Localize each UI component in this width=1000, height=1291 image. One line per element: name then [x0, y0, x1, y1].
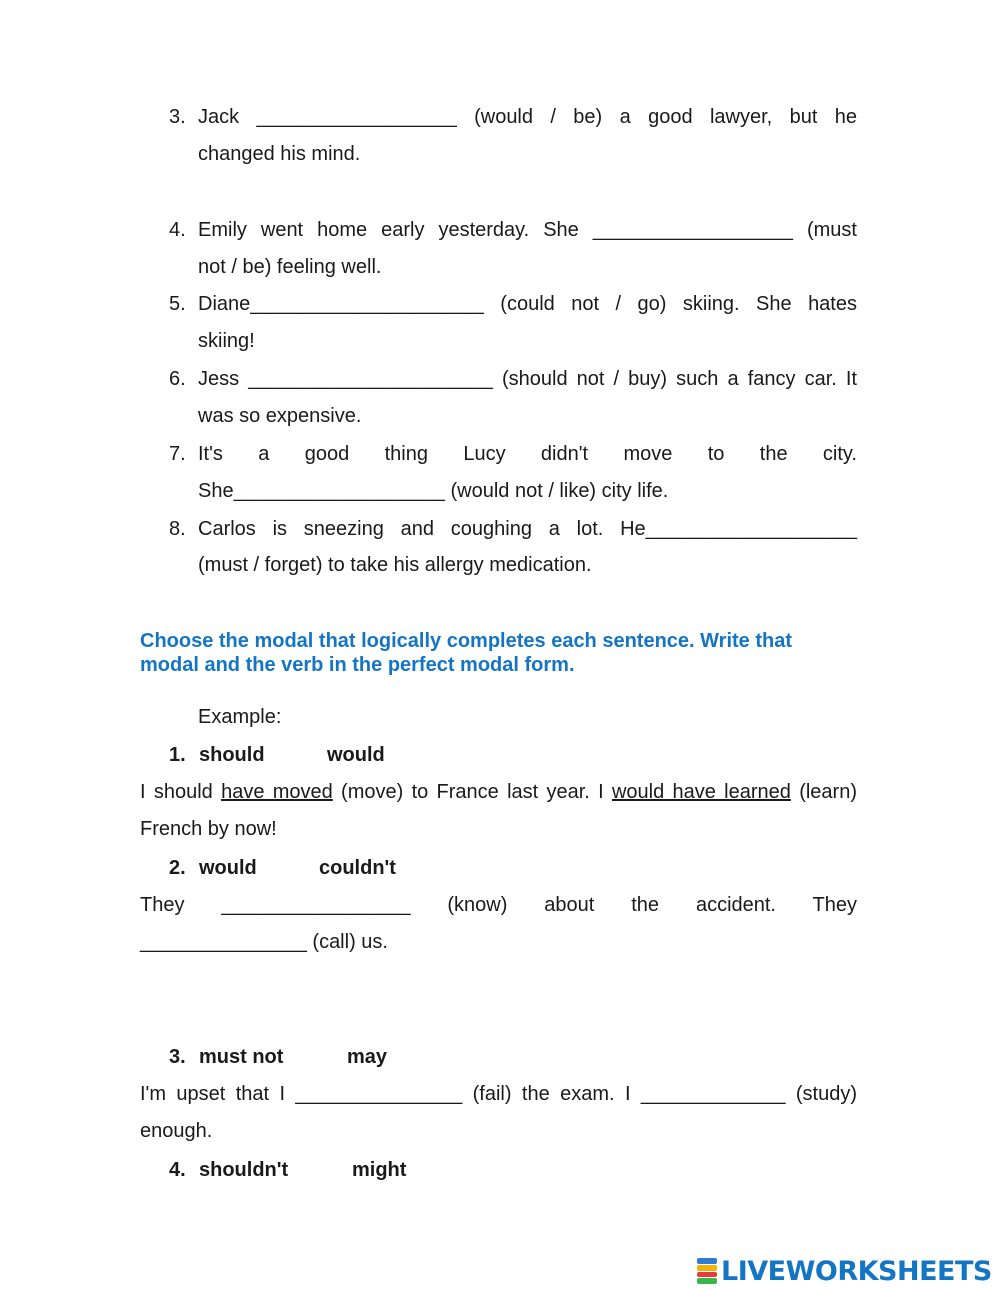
instruction-heading: modal and the verb in the perfect modal form.: [140, 654, 575, 676]
question-number: 4.: [169, 1159, 186, 1181]
question-number: 3.: [169, 1046, 186, 1068]
sentence-line: Emily went home early yesterday. She __________________ (must: [198, 219, 857, 241]
item-number: 8.: [169, 518, 186, 540]
sentence-line: Carlos is sneezing and coughing a lot. He___________________: [198, 518, 857, 540]
item-number: 4.: [169, 219, 186, 241]
sentence-text: (learn): [790, 781, 857, 803]
item-number: 3.: [169, 106, 186, 128]
question-number: 2.: [169, 857, 186, 879]
example-answer: have moved: [221, 781, 333, 803]
sentence-line: enough.: [140, 1120, 213, 1142]
liveworksheets-logo: [697, 1255, 992, 1287]
item-number: 5.: [169, 293, 186, 315]
sentence-line: She___________________ (would not / like) city life.: [198, 480, 669, 502]
sentence-line: Jack __________________ (would / be) a good lawyer, but he: [198, 106, 857, 128]
sentence-line: skiing!: [198, 330, 255, 352]
sentence-line: I'm upset that I _______________ (fail) the exam. I _____________ (study): [140, 1083, 857, 1105]
sentence-text: (move) to France last year. I: [332, 781, 612, 803]
modal-option: may: [347, 1046, 388, 1068]
instruction-heading: Choose the modal that logically completes each sentence. Write that: [140, 630, 793, 652]
example-label: Example:: [198, 706, 282, 728]
modal-option: would: [199, 857, 257, 879]
logo-text: LIVEWORKSHEETS: [721, 1255, 992, 1287]
modal-option: must not: [199, 1046, 284, 1068]
example-answer: would have learned: [611, 781, 791, 803]
sentence-line: Jess ______________________ (should not / buy) such a fancy car. It: [198, 368, 857, 390]
sentence-line: They _________________ (know) about the accident. They: [140, 894, 857, 916]
sentence-line: changed his mind.: [198, 143, 361, 165]
modal-option: might: [352, 1159, 407, 1181]
question-number: 1.: [169, 744, 186, 766]
sentence-line: (must / forget) to take his allergy medication.: [198, 554, 592, 576]
modal-option: shouldn't: [199, 1159, 289, 1181]
sentence-line: not / be) feeling well.: [198, 256, 382, 278]
modal-option: couldn't: [319, 857, 396, 879]
sentence-text: I should: [140, 781, 222, 803]
sentence-line: French by now!: [140, 818, 277, 840]
modal-option: should: [199, 744, 265, 766]
example-sentence: [140, 780, 857, 804]
sentence-line: Diane_____________________ (could not / go) skiing. She hates: [198, 293, 857, 315]
sentence-line: _______________ (call) us.: [140, 931, 388, 953]
sentence-line: It's a good thing Lucy didn't move to the city.: [198, 443, 857, 465]
item-number: 6.: [169, 368, 186, 390]
item-number: 7.: [169, 443, 186, 465]
modal-option: would: [327, 744, 385, 766]
logo-blocks-icon: [697, 1258, 717, 1284]
sentence-line: was so expensive.: [198, 405, 362, 427]
